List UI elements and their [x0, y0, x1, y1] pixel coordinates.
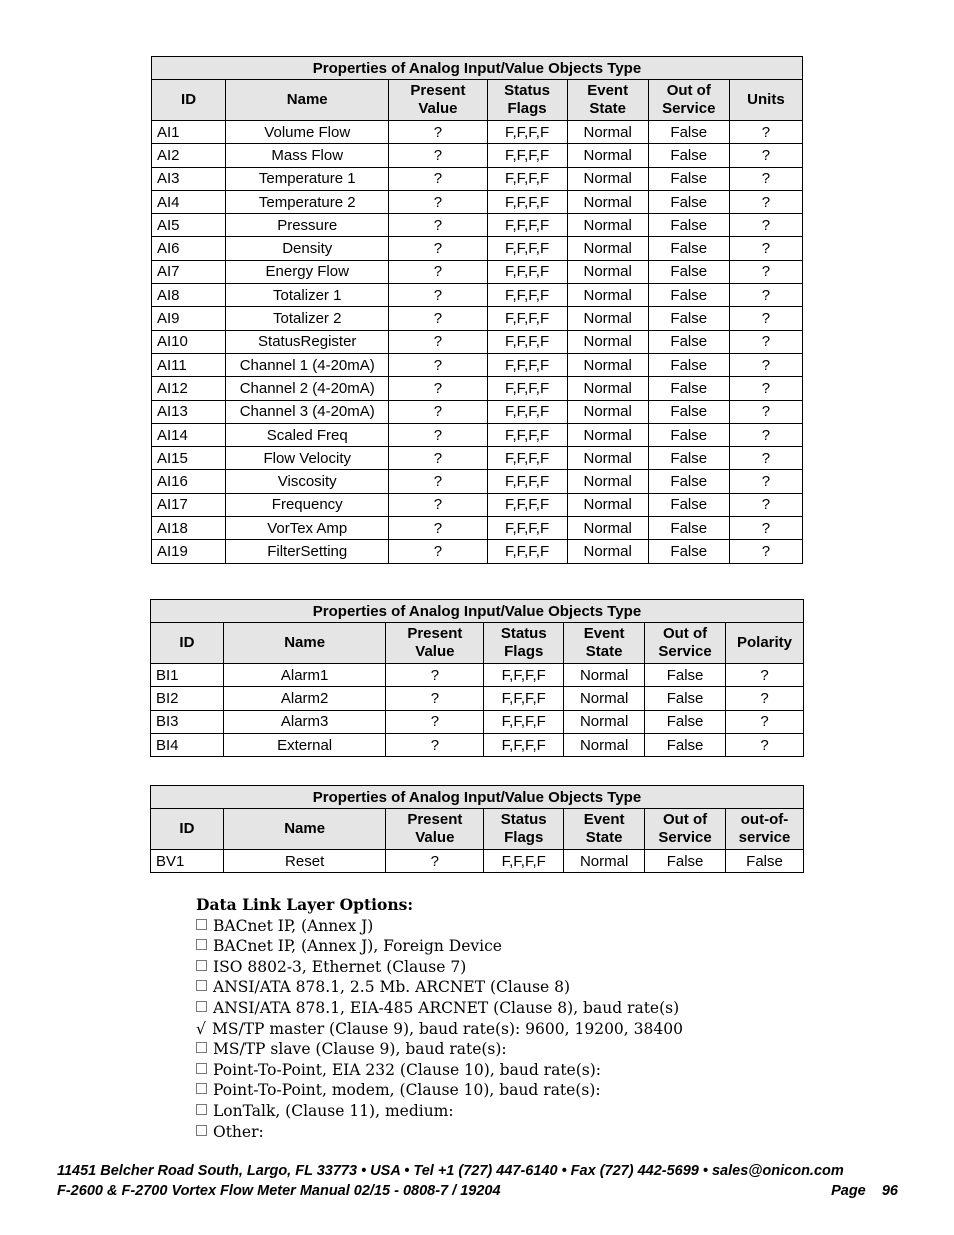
table-cell: ? — [726, 733, 804, 756]
table-cell: F,F,F,F — [487, 307, 567, 330]
table-row — [152, 493, 803, 516]
table-cell: ? — [729, 330, 802, 353]
column-header: Out of Service — [645, 623, 726, 664]
table-cell: F,F,F,F — [487, 540, 567, 563]
table-cell: ? — [389, 167, 487, 190]
footer-manual-line — [57, 1183, 898, 1199]
table-cell: AI6 — [152, 237, 226, 260]
table-cell: ? — [729, 353, 802, 376]
table-cell: Normal — [567, 214, 648, 237]
table-cell: AI12 — [152, 377, 226, 400]
table-cell: ? — [389, 260, 487, 283]
table-row — [152, 517, 803, 540]
footer-page-number: Page 96 — [831, 1183, 898, 1199]
data-link-option-label: MS/TP master (Clause 9), baud rate(s): 9600, 19200, 38400 — [212, 1019, 683, 1038]
table-row — [152, 540, 803, 563]
data-link-option-label: BACnet IP, (Annex J), Foreign Device — [213, 937, 502, 956]
data-link-option-list — [196, 916, 683, 1143]
table-cell: F,F,F,F — [484, 850, 564, 873]
table-cell: False — [648, 423, 729, 446]
table-cell: ? — [389, 540, 487, 563]
table-cell: ? — [389, 284, 487, 307]
column-header: Event State — [564, 809, 645, 850]
table-cell: AI16 — [152, 470, 226, 493]
data-link-option — [196, 1060, 683, 1081]
table-cell: False — [645, 687, 726, 710]
data-link-option — [196, 1080, 683, 1101]
column-header: Polarity — [726, 623, 804, 664]
table-cell: F,F,F,F — [487, 121, 567, 144]
table-cell: Channel 1 (4-20mA) — [226, 353, 389, 376]
data-link-option — [196, 1039, 683, 1060]
data-link-option — [196, 916, 683, 937]
table-row — [151, 850, 804, 873]
table-cell: ? — [726, 710, 804, 733]
table-cell: Reset — [223, 850, 386, 873]
empty-checkbox-icon — [196, 1063, 207, 1074]
table-cell: ? — [729, 260, 802, 283]
footer-manual: F-2600 & F-2700 Vortex Flow Meter Manual 02/15 - 0808-7 / 19204 — [57, 1183, 501, 1199]
data-link-option-label: MS/TP slave (Clause 9), baud rate(s): — [213, 1040, 507, 1059]
data-link-options — [196, 895, 683, 1142]
table-cell: ? — [389, 237, 487, 260]
table-cell: ? — [389, 144, 487, 167]
table-cell: AI13 — [152, 400, 226, 423]
table-cell: False — [648, 540, 729, 563]
data-link-option-label: LonTalk, (Clause 11), medium: — [213, 1101, 454, 1120]
table-cell: False — [648, 377, 729, 400]
table-cell: F,F,F,F — [487, 284, 567, 307]
table-cell: ? — [389, 423, 487, 446]
table-cell: False — [648, 190, 729, 213]
table-cell: Alarm2 — [223, 687, 386, 710]
table-cell: Normal — [567, 470, 648, 493]
table-cell: Totalizer 2 — [226, 307, 389, 330]
table-row — [152, 423, 803, 446]
table-cell: Normal — [564, 710, 645, 733]
table-cell: ? — [729, 447, 802, 470]
table-cell: AI18 — [152, 517, 226, 540]
table-cell: Normal — [567, 447, 648, 470]
table-cell: AI7 — [152, 260, 226, 283]
table-row — [152, 214, 803, 237]
table-cell: AI14 — [152, 423, 226, 446]
table-cell: F,F,F,F — [487, 190, 567, 213]
table-cell: F,F,F,F — [487, 353, 567, 376]
data-link-option — [196, 998, 683, 1019]
table-row — [151, 710, 804, 733]
table-cell: Normal — [567, 260, 648, 283]
table-cell: F,F,F,F — [487, 237, 567, 260]
empty-checkbox-icon — [196, 960, 207, 971]
table-cell: ? — [729, 493, 802, 516]
column-header: ID — [152, 80, 226, 121]
table-row — [152, 190, 803, 213]
column-header: Present Value — [389, 80, 487, 121]
table-row — [152, 470, 803, 493]
empty-checkbox-icon — [196, 980, 207, 991]
table-cell: F,F,F,F — [487, 400, 567, 423]
data-link-option-label: Point-To-Point, EIA 232 (Clause 10), baud rate(s): — [213, 1060, 601, 1079]
column-header: ID — [151, 623, 224, 664]
table-cell: BV1 — [151, 850, 224, 873]
table-cell: False — [648, 330, 729, 353]
table-row — [152, 307, 803, 330]
table-cell: BI2 — [151, 687, 224, 710]
table-cell: Normal — [567, 540, 648, 563]
table-cell: F,F,F,F — [487, 517, 567, 540]
data-link-heading: Data Link Layer Options: — [196, 895, 414, 914]
table-cell: ? — [389, 330, 487, 353]
empty-checkbox-icon — [196, 919, 207, 930]
column-header: Event State — [564, 623, 645, 664]
table-cell: ? — [386, 733, 484, 756]
table-cell: Normal — [567, 330, 648, 353]
table-cell: Normal — [567, 307, 648, 330]
table-cell: ? — [729, 400, 802, 423]
table-cell: AI4 — [152, 190, 226, 213]
table-cell: BI1 — [151, 664, 224, 687]
table-cell: Normal — [564, 664, 645, 687]
table-cell: ? — [729, 470, 802, 493]
column-header: Units — [729, 80, 802, 121]
empty-checkbox-icon — [196, 1125, 207, 1136]
table-cell: F,F,F,F — [487, 447, 567, 470]
table-cell: BI3 — [151, 710, 224, 733]
table-cell: ? — [729, 144, 802, 167]
table-cell: External — [223, 733, 386, 756]
table-cell: Density — [226, 237, 389, 260]
data-link-option — [196, 936, 683, 957]
empty-checkbox-icon — [196, 939, 207, 950]
table-cell: F,F,F,F — [487, 144, 567, 167]
table-cell: False — [648, 447, 729, 470]
data-link-option — [196, 1101, 683, 1122]
table-cell: F,F,F,F — [487, 167, 567, 190]
empty-checkbox-icon — [196, 1104, 207, 1115]
table-cell: F,F,F,F — [487, 214, 567, 237]
data-link-option — [196, 977, 683, 998]
table-cell: ? — [729, 284, 802, 307]
table-cell: Mass Flow — [226, 144, 389, 167]
table-cell: ? — [726, 687, 804, 710]
data-link-option-label: ANSI/ATA 878.1, EIA-485 ARCNET (Clause 8), baud rate(s) — [213, 998, 680, 1017]
table-row — [152, 284, 803, 307]
table-cell: AI5 — [152, 214, 226, 237]
table-cell: False — [648, 284, 729, 307]
table-cell: ? — [729, 237, 802, 260]
table-cell: Normal — [567, 517, 648, 540]
checkmark-icon: √ — [196, 1019, 206, 1038]
table-cell: Normal — [567, 284, 648, 307]
table-cell: ? — [729, 377, 802, 400]
table-cell: F,F,F,F — [487, 377, 567, 400]
table-cell: False — [648, 493, 729, 516]
table-cell: ? — [729, 167, 802, 190]
table-cell: ? — [389, 377, 487, 400]
table-cell: AI11 — [152, 353, 226, 376]
table-cell: Flow Velocity — [226, 447, 389, 470]
data-link-option-label: ISO 8802-3, Ethernet (Clause 7) — [213, 957, 467, 976]
table-cell: AI15 — [152, 447, 226, 470]
table-cell: Normal — [567, 121, 648, 144]
table-cell: F,F,F,F — [487, 330, 567, 353]
table-cell: Alarm3 — [223, 710, 386, 733]
table-cell: False — [648, 307, 729, 330]
empty-checkbox-icon — [196, 1083, 207, 1094]
table-cell: F,F,F,F — [487, 470, 567, 493]
column-header: Status Flags — [484, 809, 564, 850]
table-cell: ? — [389, 447, 487, 470]
table-cell: False — [648, 214, 729, 237]
table-cell: ? — [729, 190, 802, 213]
table-cell: AI19 — [152, 540, 226, 563]
data-link-option-label: ANSI/ATA 878.1, 2.5 Mb. ARCNET (Clause 8) — [213, 978, 571, 997]
table-cell: AI17 — [152, 493, 226, 516]
table-cell: ? — [389, 470, 487, 493]
table-row — [152, 144, 803, 167]
table-cell: Volume Flow — [226, 121, 389, 144]
table-cell: ? — [729, 307, 802, 330]
table-row — [152, 353, 803, 376]
table-cell: ? — [729, 423, 802, 446]
table-row — [152, 400, 803, 423]
table-cell: Temperature 1 — [226, 167, 389, 190]
binary-input-properties-table — [150, 599, 804, 757]
table-cell: ? — [386, 664, 484, 687]
table-cell: ? — [386, 687, 484, 710]
table-cell: ? — [726, 664, 804, 687]
table-row — [152, 167, 803, 190]
table-title: Properties of Analog Input/Value Objects Type — [151, 786, 804, 809]
table-cell: Temperature 2 — [226, 190, 389, 213]
table-cell: Normal — [567, 237, 648, 260]
column-header: ID — [151, 809, 224, 850]
table-cell: F,F,F,F — [484, 733, 564, 756]
data-link-option — [196, 1122, 683, 1143]
table-cell: False — [648, 144, 729, 167]
table-row — [151, 733, 804, 756]
table-cell: AI2 — [152, 144, 226, 167]
data-link-option-label: BACnet IP, (Annex J) — [213, 916, 374, 935]
table-cell: ? — [389, 121, 487, 144]
table-cell: Channel 2 (4-20mA) — [226, 377, 389, 400]
table-cell: False — [726, 850, 804, 873]
table-row — [152, 447, 803, 470]
table-cell: Normal — [564, 850, 645, 873]
column-header: Event State — [567, 80, 648, 121]
table-cell: Energy Flow — [226, 260, 389, 283]
table-cell: Normal — [567, 190, 648, 213]
table-cell: False — [648, 121, 729, 144]
table-cell: ? — [389, 190, 487, 213]
table-cell: False — [648, 400, 729, 423]
empty-checkbox-icon — [196, 1001, 207, 1012]
table-cell: ? — [729, 540, 802, 563]
table-cell: ? — [389, 400, 487, 423]
column-header: out-of- service — [726, 809, 804, 850]
column-header: Name — [226, 80, 389, 121]
table-cell: Normal — [567, 377, 648, 400]
table-cell: ? — [386, 710, 484, 733]
table-cell: ? — [729, 214, 802, 237]
table-cell: Normal — [564, 687, 645, 710]
data-link-option-label: Point-To-Point, modem, (Clause 10), baud rate(s): — [213, 1081, 601, 1100]
table-cell: Normal — [567, 353, 648, 376]
table-cell: Normal — [567, 144, 648, 167]
table-cell: ? — [389, 214, 487, 237]
table-row — [152, 260, 803, 283]
table-cell: ? — [389, 517, 487, 540]
column-header: Out of Service — [648, 80, 729, 121]
table-cell: F,F,F,F — [487, 423, 567, 446]
table-cell: Normal — [567, 493, 648, 516]
column-header: Present Value — [386, 809, 484, 850]
table-row — [151, 664, 804, 687]
table-cell: False — [645, 733, 726, 756]
binary-value-properties-table — [150, 785, 804, 873]
table-cell: F,F,F,F — [487, 493, 567, 516]
column-header: Name — [223, 809, 386, 850]
table-cell: False — [645, 664, 726, 687]
table-cell: F,F,F,F — [484, 664, 564, 687]
column-header: Out of Service — [645, 809, 726, 850]
table-cell: ? — [386, 850, 484, 873]
table-row — [152, 377, 803, 400]
data-link-option — [196, 1019, 683, 1040]
table-cell: StatusRegister — [226, 330, 389, 353]
table-cell: Pressure — [226, 214, 389, 237]
footer-contact: 11451 Belcher Road South, Largo, FL 33773 • USA • Tel +1 (727) 447-6140 • Fax (727) 442-5699 • sales@onicon.com — [57, 1163, 844, 1179]
table-cell: Channel 3 (4-20mA) — [226, 400, 389, 423]
analog-input-properties-table — [151, 56, 803, 564]
table-row — [151, 687, 804, 710]
table-cell: AI1 — [152, 121, 226, 144]
table-cell: Totalizer 1 — [226, 284, 389, 307]
table-cell: False — [648, 470, 729, 493]
table-cell: ? — [389, 307, 487, 330]
data-link-option — [196, 957, 683, 978]
empty-checkbox-icon — [196, 1042, 207, 1053]
table-cell: AI10 — [152, 330, 226, 353]
table-cell: Frequency — [226, 493, 389, 516]
table-cell: False — [648, 167, 729, 190]
table-cell: ? — [389, 353, 487, 376]
table-cell: False — [645, 710, 726, 733]
table-cell: Normal — [567, 167, 648, 190]
table-cell: AI8 — [152, 284, 226, 307]
table-cell: Viscosity — [226, 470, 389, 493]
table-row — [152, 121, 803, 144]
table-cell: ? — [729, 121, 802, 144]
table-cell: Scaled Freq — [226, 423, 389, 446]
table-cell: Normal — [564, 733, 645, 756]
table-cell: Normal — [567, 400, 648, 423]
table-cell: Normal — [567, 423, 648, 446]
table-cell: VorTex Amp — [226, 517, 389, 540]
table-cell: F,F,F,F — [487, 260, 567, 283]
table-cell: ? — [389, 493, 487, 516]
table-cell: False — [648, 353, 729, 376]
table-row — [152, 237, 803, 260]
table-cell: False — [648, 260, 729, 283]
table-cell: AI3 — [152, 167, 226, 190]
table-title: Properties of Analog Input/Value Objects Type — [152, 57, 803, 80]
table-row — [152, 330, 803, 353]
column-header: Status Flags — [487, 80, 567, 121]
table-cell: False — [645, 850, 726, 873]
column-header: Status Flags — [484, 623, 564, 664]
table-cell: ? — [729, 517, 802, 540]
table-cell: F,F,F,F — [484, 687, 564, 710]
table-cell: BI4 — [151, 733, 224, 756]
table-title: Properties of Analog Input/Value Objects Type — [151, 600, 804, 623]
table-cell: AI9 — [152, 307, 226, 330]
column-header: Present Value — [386, 623, 484, 664]
table-cell: False — [648, 237, 729, 260]
table-cell: F,F,F,F — [484, 710, 564, 733]
table-cell: False — [648, 517, 729, 540]
table-cell: FilterSetting — [226, 540, 389, 563]
column-header: Name — [223, 623, 386, 664]
table-cell: Alarm1 — [223, 664, 386, 687]
data-link-option-label: Other: — [213, 1122, 264, 1141]
